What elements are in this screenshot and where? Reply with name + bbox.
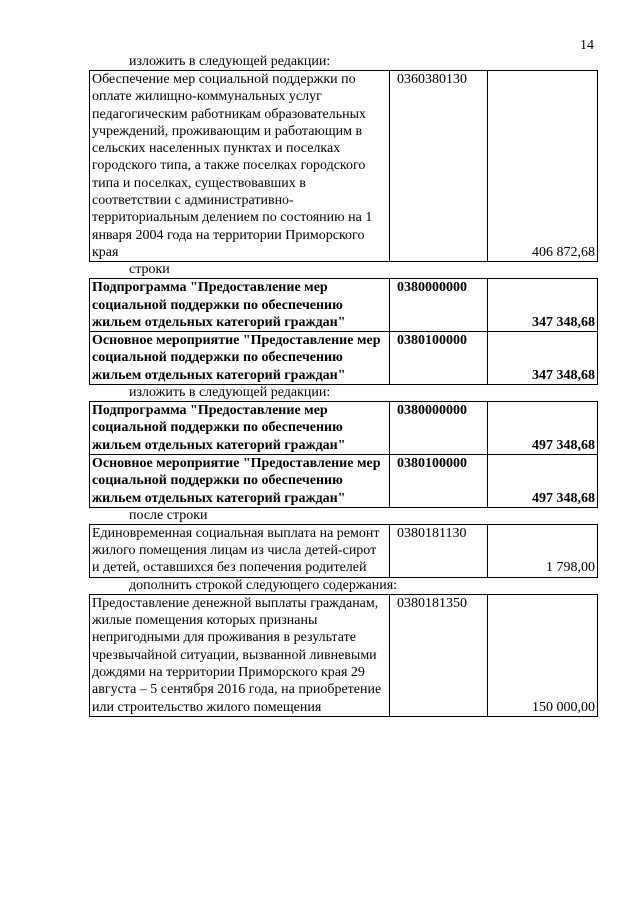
table-row <box>90 594 598 716</box>
instruction-text: строки <box>129 262 170 278</box>
table-row <box>90 402 598 455</box>
table-row <box>90 279 598 332</box>
item-code-cell: 0380181350 <box>390 594 488 716</box>
item-amount-cell: 150 000,00 <box>488 594 598 716</box>
budget-table <box>89 278 598 385</box>
item-name-cell: Единовременная социальная выплата на ремонт жилого помещения лицам из числа детей-сирот и детей, оставшихся без попечения родителей <box>90 524 390 577</box>
instruction-text: изложить в следующей редакции: <box>129 385 331 401</box>
item-code-cell: 0360380130 <box>390 71 488 262</box>
page-number: 14 <box>580 38 594 53</box>
table-row <box>90 332 598 385</box>
item-code-cell: 0380000000 <box>390 402 488 455</box>
table-row <box>90 454 598 507</box>
item-name-cell: Основное мероприятие "Предоставление мер социальной поддержки по обеспечению жильем отдельных категорий граждан" <box>90 332 390 385</box>
item-name-cell: Подпрограмма "Предоставление мер социальной поддержки по обеспечению жильем отдельных категорий граждан" <box>90 279 390 332</box>
budget-table <box>89 594 598 717</box>
item-name-cell: Обеспечение мер социальной поддержки по оплате жилищно-коммунальных услуг педагогическим работникам образовательных учреждений, проживающим и работающим в сельских населенных пунктах и поселках городского типа, а также поселках городского типа и поселках, существовавших в соответствии с административно-территориальным делением по состоянию на 1 января 2004 года на территории Приморского края <box>90 71 390 262</box>
item-code-cell: 0380000000 <box>390 279 488 332</box>
item-amount-cell: 406 872,68 <box>488 71 598 262</box>
table-row <box>90 524 598 577</box>
table-row <box>90 71 598 262</box>
budget-table <box>89 401 598 508</box>
item-amount-cell: 497 348,68 <box>488 402 598 455</box>
item-code-cell: 0380181130 <box>390 524 488 577</box>
item-amount-cell: 347 348,68 <box>488 332 598 385</box>
item-name-cell: Предоставление денежной выплаты гражданам, жилые помещения которых признаны непригодными для проживания в результате чрезвычайной ситуации, вызванной ливневыми дождями на территории Приморского края 29 августа – 5 сентября 2016 года, на приобретение или строительство жилого помещения <box>90 594 390 716</box>
instruction-text: после строки <box>129 507 208 523</box>
item-amount-cell: 347 348,68 <box>488 279 598 332</box>
instruction-text: изложить в следующей редакции: <box>129 54 331 69</box>
item-name-cell: Основное мероприятие "Предоставление мер социальной поддержки по обеспечению жильем отдельных категорий граждан" <box>90 454 390 507</box>
document-body <box>89 54 597 717</box>
item-code-cell: 0380100000 <box>390 454 488 507</box>
item-amount-cell: 497 348,68 <box>488 454 598 507</box>
item-name-cell: Подпрограмма "Предоставление мер социальной поддержки по обеспечению жильем отдельных категорий граждан" <box>90 402 390 455</box>
instruction-text: дополнить строкой следующего содержания: <box>129 577 398 593</box>
item-amount-cell: 1 798,00 <box>488 524 598 577</box>
budget-table <box>89 524 598 578</box>
item-code-cell: 0380100000 <box>390 332 488 385</box>
budget-table <box>89 70 598 262</box>
